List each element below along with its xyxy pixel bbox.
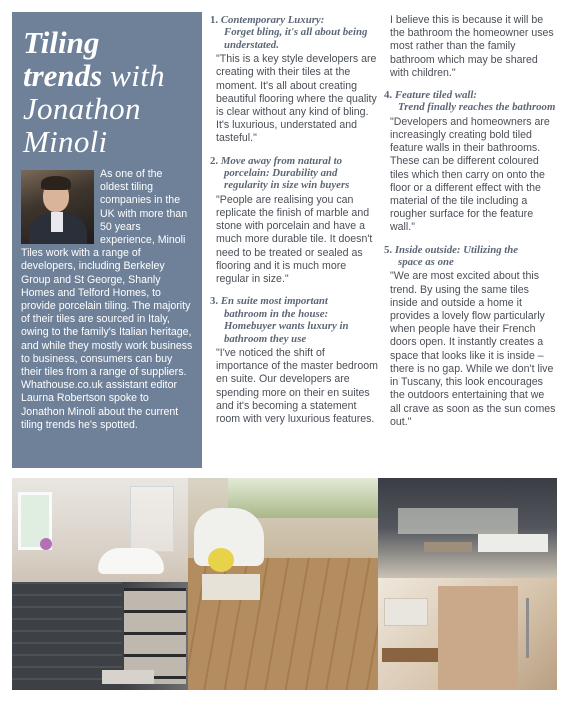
section-heading xyxy=(384,244,556,269)
section-heading-rest: bathroom in the house: Homebuyer wants luxury in bathroom they use xyxy=(224,307,349,345)
wood-floor-photo xyxy=(188,478,378,690)
slate-wall-photo xyxy=(12,582,188,690)
intro-panel xyxy=(12,12,202,468)
section-body: "We are most excited about this trend. By using the same tiles inside and outside a home it provides a lovely flow particularly when people have their French doors open. It instantly creates a space that looks like it is inside – there is no gap. While we don't live in Tuscany, this look encourages the outdoors entertaining that we all crave as soon as the sun comes out." xyxy=(390,270,556,428)
article-column-2 xyxy=(384,14,556,438)
section-heading-rest: space as one xyxy=(398,256,454,269)
section-heading-line: Contemporary Luxury: xyxy=(220,14,325,26)
section-number: 2. xyxy=(210,154,219,167)
en-suite-photo xyxy=(378,578,557,690)
article-column-1 xyxy=(210,14,378,435)
section-heading xyxy=(384,89,556,114)
section-heading-line: Inside outside: Utilizing the xyxy=(394,243,519,256)
section-number: 3. xyxy=(210,295,219,308)
title-word: with xyxy=(102,58,165,93)
section-body: "People are realising you can replicate the finish of marble and stone with porcelain and have a much more durable tile. It doesn't need to be treated or sealed as flooring and it is much more regular in size." xyxy=(216,193,373,286)
article-title xyxy=(23,26,193,158)
title-word: Minoli xyxy=(23,124,108,159)
section-number: 5. xyxy=(384,243,393,256)
section-body-continued: I believe this is because it will be the bathroom the homeowner uses most rather than the family bathroom which may be shared with children." xyxy=(390,14,554,79)
title-word: Jonathon xyxy=(23,91,141,126)
section-heading xyxy=(210,295,378,345)
bathroom-photo xyxy=(12,478,188,582)
section-heading xyxy=(210,14,378,51)
section-number: 4. xyxy=(384,89,393,102)
section-heading-line: Move away from natural to xyxy=(220,154,342,167)
section-heading-rest: Trend finally reaches the bathroom xyxy=(398,101,556,114)
section-body: "I've noticed the shift of importance of the master bedroom en suite. Our developers are spending more on their en suites and it's becoming a statement room with very luxurious features. xyxy=(216,346,378,425)
portrait-photo xyxy=(21,170,94,244)
section-heading-line: En suite most important xyxy=(220,295,328,308)
section-heading-rest: porcelain: Durability and regularity in size win buyers xyxy=(224,167,350,192)
intro-text: As one of the oldest tiling companies in the UK with more than 50 years experience, Minoli Tiles work with a range of developers, including Berkeley Group and St George, Shanly Homes and Telford Homes, to provide porcelain tiling. The majority of their tiles are sourced in Italy, owing to the family's Italian heritage, and while they mostly work business to business, consumers can buy their tiles from a range of suppliers. Whathouse.co.uk assistant editor Laurna Robertson spoke to Jonathon Minoli about the current tiling trends he's spotted. xyxy=(21,168,193,431)
section-body: "Developers and homeowners are increasingly creating bold tiled feature walls in their bathrooms. These can be different coloured tiles which then carry on onto the floor or a different effect with the material of the tile including a rougher surface for the feature wall." xyxy=(390,115,550,234)
title-word: trends xyxy=(23,58,103,93)
section-number: 1. xyxy=(210,14,219,26)
section-heading-line: Feature tiled wall: xyxy=(394,89,477,102)
photo-collage xyxy=(12,478,557,690)
section-heading-rest: Forget bling, it's all about being understated. xyxy=(224,26,368,51)
living-room-photo xyxy=(378,478,557,578)
section-heading xyxy=(210,155,378,192)
section-body: "This is a key style developers are creating with their tiles at the moment. It's all about creating beautiful flooring where the quality is clear without any kind of bling. It's luxurious, understated and tasteful." xyxy=(216,53,377,145)
title-word: Tiling xyxy=(23,25,100,60)
